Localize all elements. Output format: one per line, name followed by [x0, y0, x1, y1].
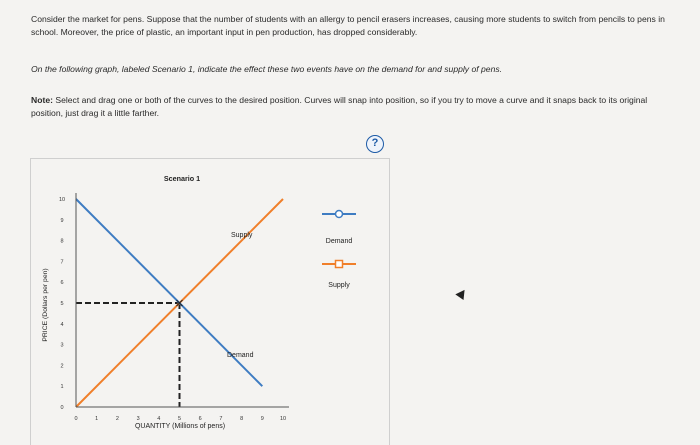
y-axis-label: PRICE (Dollars per pen)	[42, 268, 49, 342]
demand-tool-label: Demand	[325, 238, 353, 245]
demand-tool-icon[interactable]	[336, 211, 343, 218]
x-tick-label: 3	[136, 416, 140, 422]
note-label: Note:	[31, 95, 53, 105]
y-tick-label: 7	[60, 259, 64, 266]
question-paragraph: Consider the market for pens. Suppose that the number of students with an allergy to pencil erasers increases, causing more students to switch from pencils to pens in school. Moreover, the price of plastic, an important input in pen production, has dropped considerably.	[31, 14, 665, 37]
y-tick-label: 9	[60, 217, 64, 224]
supply-tool-icon[interactable]	[336, 261, 343, 268]
help-button[interactable]: ?	[366, 135, 384, 153]
y-tick-label: 3	[60, 342, 64, 349]
x-tick-label: 2	[115, 416, 119, 422]
x-tick-label: 6	[198, 416, 202, 422]
demand-curve-label: Demand	[227, 352, 254, 359]
note-text: Select and drag one or both of the curves to the desired position. Curves will snap into position, so if you try to move a curve and it snaps back to its original position, just drag it a little farther.	[31, 95, 648, 118]
task-instruction: On the following graph, labeled Scenario 1, indicate the effect these two events have on the demand for and supply of pens.	[31, 64, 503, 74]
y-tick-label: 2	[60, 363, 64, 370]
x-tick-label: 9	[260, 416, 264, 422]
y-tick-label: 1	[60, 384, 64, 391]
y-tick-label: 4	[60, 321, 64, 328]
y-tick-label: 6	[60, 280, 64, 287]
x-tick-label: 0	[74, 416, 78, 422]
supply-tool-label: Supply	[328, 282, 350, 289]
x-tick-label: 5	[177, 416, 182, 422]
x-tick-label: 8	[240, 416, 244, 422]
y-tick-label: 0	[60, 405, 64, 411]
x-tick-label: 1	[95, 416, 99, 422]
x-tick-label: 4	[157, 416, 161, 422]
y-tick-label: 5	[60, 301, 64, 307]
x-axis-label: QUANTITY (Millions of pens)	[134, 423, 226, 430]
chart-title: Scenario 1	[163, 174, 201, 183]
x-tick-label: 10	[279, 416, 287, 422]
x-tick-label: 7	[219, 416, 223, 422]
y-tick-label: 8	[60, 238, 64, 245]
supply-curve-label: Supply	[231, 232, 253, 239]
y-tick-label: 10	[58, 197, 66, 203]
